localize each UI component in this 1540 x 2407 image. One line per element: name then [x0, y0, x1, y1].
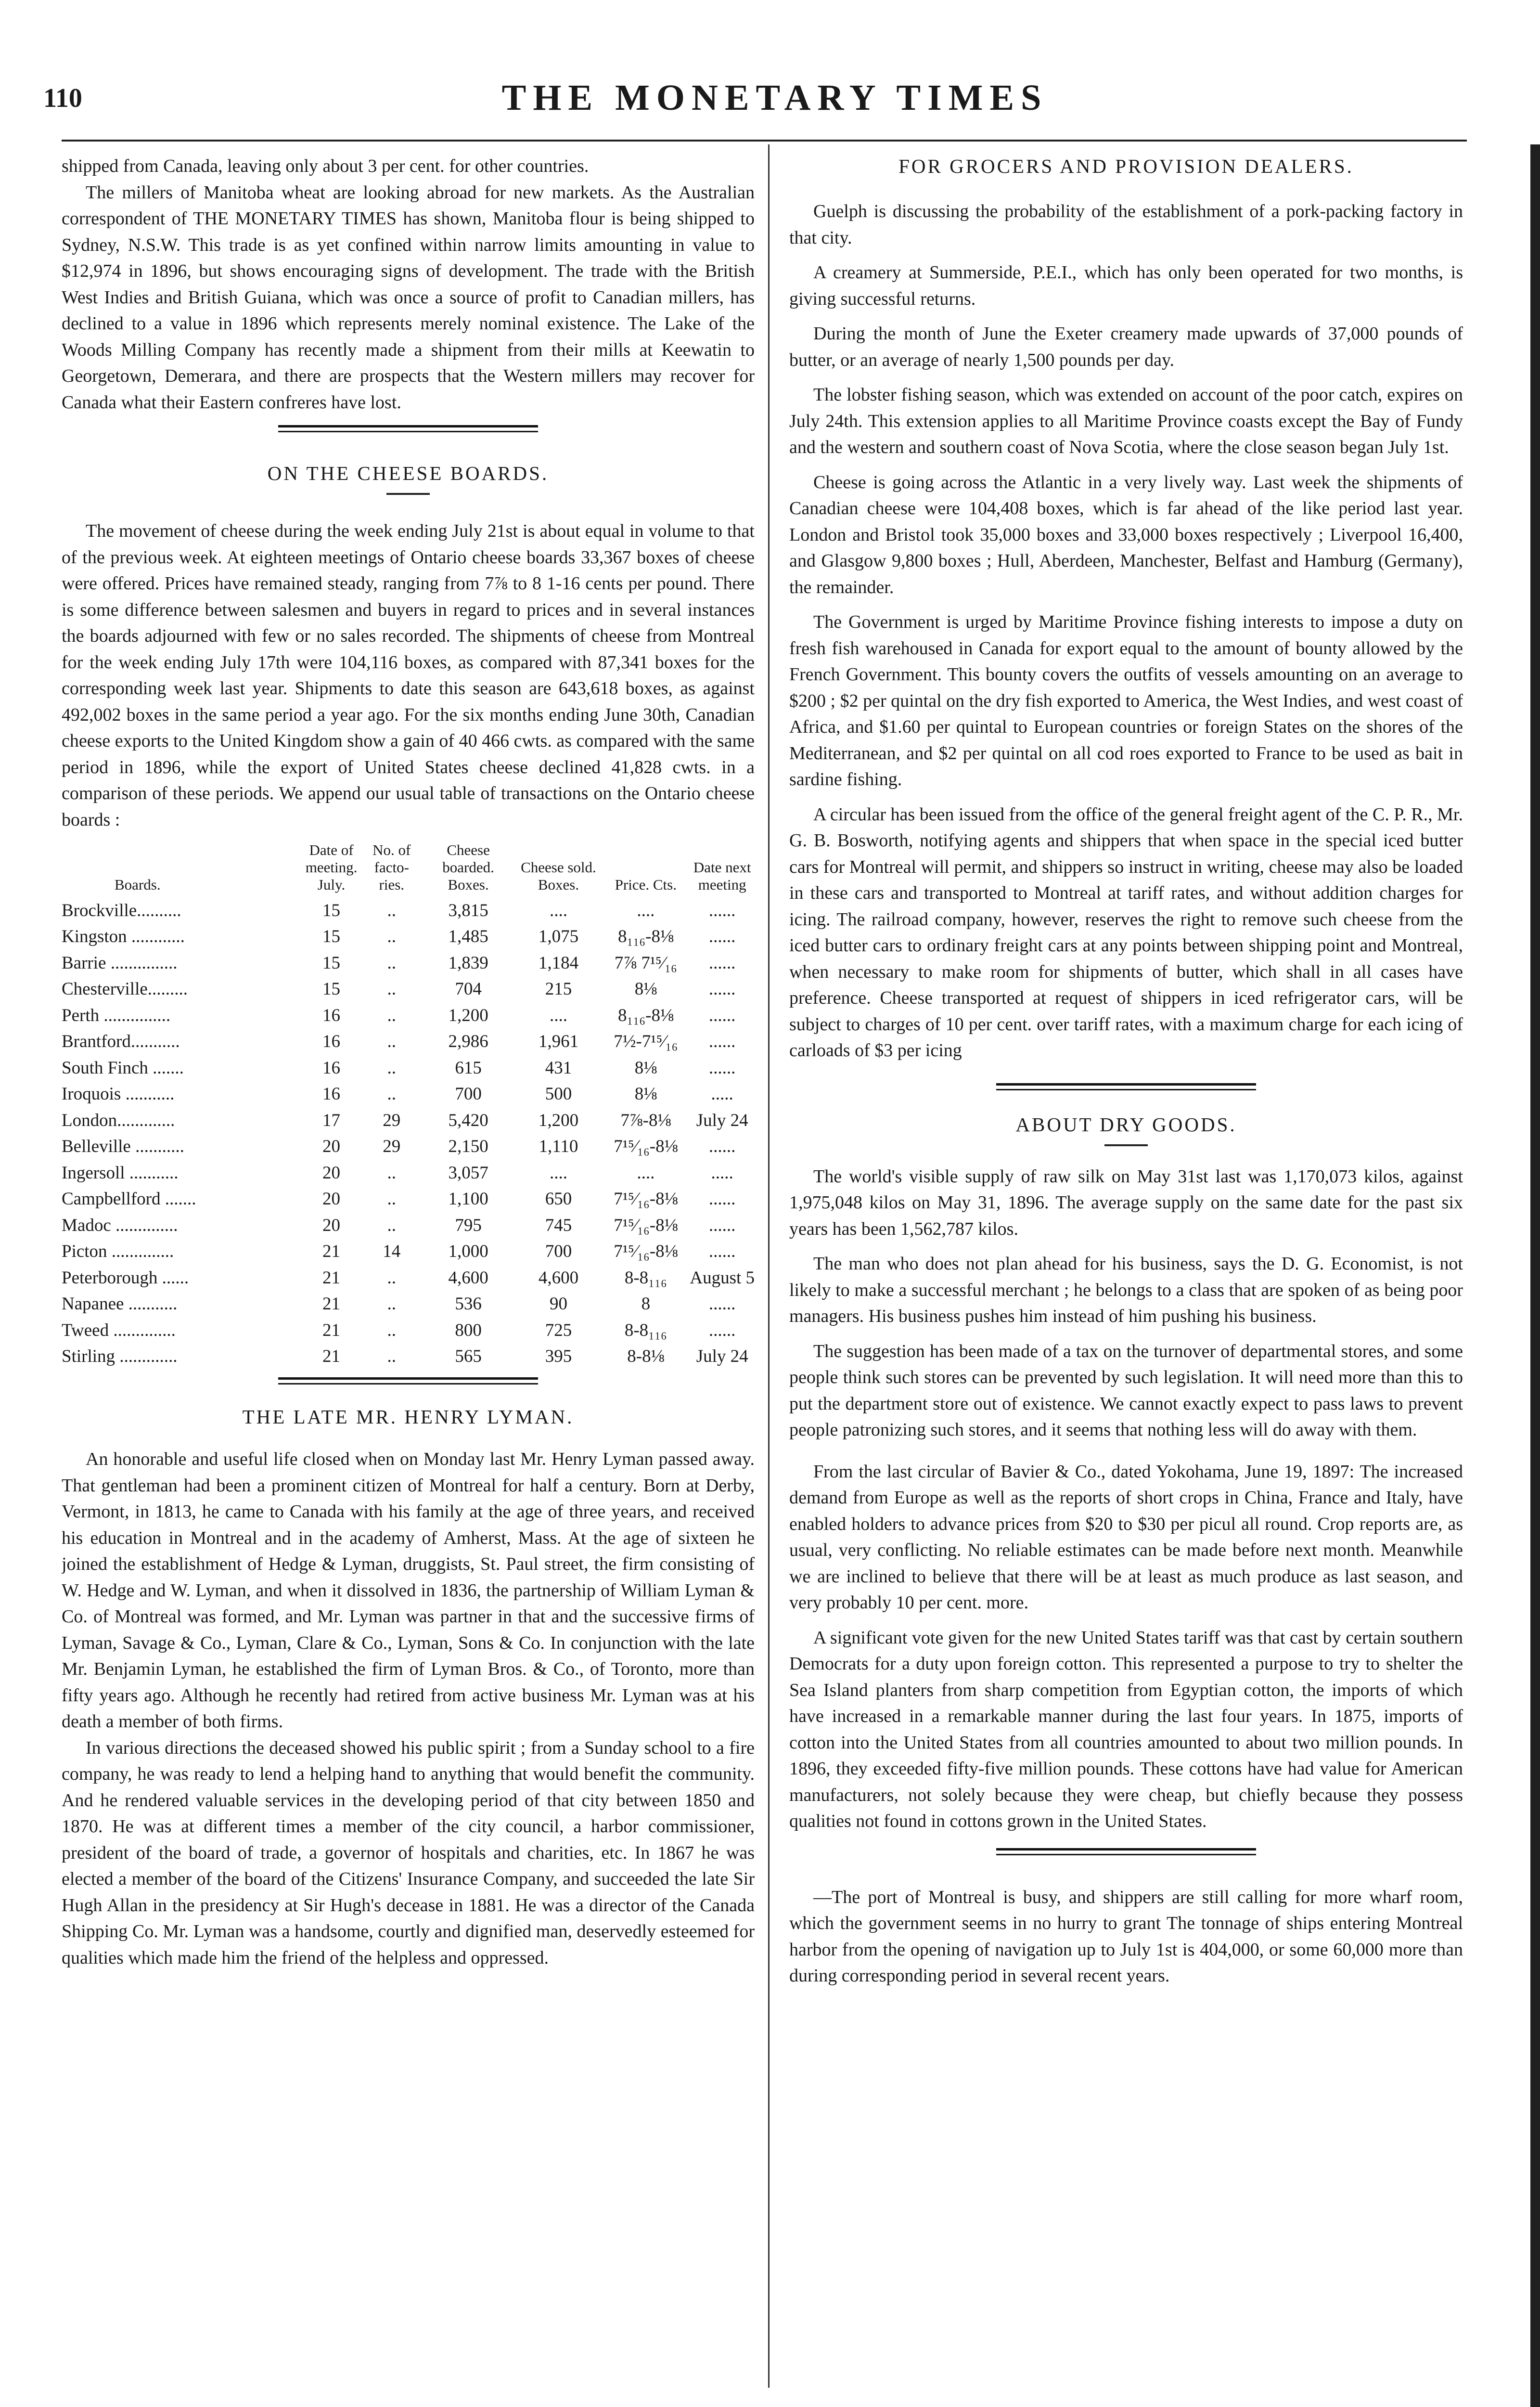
- boxes-sold-cell: ....: [549, 1005, 567, 1025]
- right-column: [789, 153, 1463, 2348]
- meeting-date-cell: 21: [322, 1242, 341, 1262]
- board-name-cell: Napanee ...........: [62, 1294, 178, 1314]
- dry-goods-paragraph-3: The suggestion has been made of a tax on the turnover of departmental stores, and some people think such stores can be prevented by such legislation. It will need more than this to put the department store out of existence. We cannot exactly expect to pass laws to prevent people patronizing such stores, and it seems that nothing less will do away with them.: [789, 1341, 1463, 1440]
- boxes-sold-cell: 431: [545, 1058, 572, 1078]
- meeting-date-cell: 21: [322, 1346, 341, 1367]
- price-cell: 8₁₁₆-8⅛: [617, 1005, 674, 1025]
- board-name-cell: Campbellford .......: [62, 1189, 196, 1209]
- publication-title: THE MONETARY TIMES: [501, 78, 1048, 118]
- next-meeting-cell: ......: [708, 927, 736, 947]
- next-meeting-cell: ......: [708, 1032, 736, 1052]
- section-double-rule: [996, 1083, 1256, 1090]
- boxes-boarded-cell: 795: [455, 1215, 482, 1235]
- meeting-date-cell: 15: [322, 900, 341, 920]
- grocers-paragraph-6: The Government is urged by Maritime Province fishing interests to impose a duty on fresh fish warehoused in Canada for export equal to the amount of bounty allowed by the French Government. This bounty covers the outfits of vessels amounting on an average to $200 ; $2 per quintal on the dry fish exported to America, the West Indies, and west coast of Africa, and $1.60 per quintal to European countries or foreign States on the shores of the Mediterranean, and $2 per quintal on all cod roes exported to France to be used as bait in sardine fishing.: [789, 612, 1463, 789]
- factories-cell: 29: [383, 1137, 401, 1157]
- meeting-date-cell: 20: [322, 1137, 341, 1157]
- manitoba-paragraph: The millers of Manitoba wheat are looking abroad for new markets. As the Australian correspondent of THE MONETARY TIMES has shown, Manitoba flour is being shipped to Sydney, N.S.W. This trade is as yet confined within narrow limits amounting in value to $12,974 in 1896, but shows encouraging signs of development. The trade with the British West Indies and British Guiana, which was once a source of profit to Canadian millers, has declined to a value in 1896 which represents merely nominal existence. The Lake of the Woods Milling Company has recently made a shipment from their mills at Keewatin to Georgetown, Demerara, and there are prospects that the Western millers may recover for Canada what their Eastern confreres have lost.: [62, 182, 755, 413]
- grocers-paragraph-3: During the month of June the Exeter creamery made upwards of 37,000 pounds of butter, or an average of nearly 1,500 pounds per day.: [789, 324, 1463, 370]
- dry-goods-paragraph-1: The world's visible supply of raw silk on May 31st last was 1,170,073 kilos, against 1,975,048 kilos on May 31, 1896. The average supply on the same date for the past six years has been 1,562,787 kilos.: [789, 1166, 1463, 1239]
- boxes-sold-cell: 395: [545, 1346, 572, 1367]
- section-double-rule: [278, 425, 538, 432]
- boxes-boarded-cell: 1,000: [448, 1242, 488, 1262]
- price-cell: ....: [637, 900, 655, 920]
- next-meeting-cell: ......: [708, 1137, 736, 1157]
- board-name-cell: Tweed ..............: [62, 1320, 176, 1340]
- col-header-sold: Cheese sold. Boxes.: [521, 859, 596, 893]
- factories-cell: ..: [387, 1294, 397, 1314]
- price-cell: 8-8₁₁₆: [624, 1320, 667, 1340]
- boxes-sold-cell: ....: [549, 900, 567, 920]
- factories-cell: ..: [387, 1084, 397, 1104]
- boxes-boarded-cell: 2,986: [448, 1032, 488, 1052]
- factories-cell: ..: [387, 1189, 397, 1209]
- meeting-date-cell: 21: [322, 1320, 341, 1340]
- boxes-boarded-cell: 4,600: [448, 1268, 488, 1288]
- meeting-date-cell: 17: [322, 1110, 341, 1130]
- next-meeting-cell: August 5: [690, 1268, 755, 1288]
- price-cell: 8⅛: [634, 1084, 657, 1104]
- boxes-boarded-cell: 704: [455, 979, 482, 999]
- board-name-cell: Iroquois ...........: [62, 1084, 175, 1104]
- factories-cell: ..: [387, 900, 397, 920]
- grocers-paragraph-5: Cheese is going across the Atlantic in a very lively way. Last week the shipments of Canadian cheese were 104,408 boxes, which is far ahead of the like period last year. London and Bristol took 35,000 boxes and 33,000 boxes respectively ; Liverpool 16,400, and Glasgow 9,800 boxes ; Hull, Aberdeen, Manchester, Belfast and Hamburg (Germany), the remainder.: [789, 472, 1463, 597]
- factories-cell: 14: [383, 1242, 401, 1262]
- table-row: [62, 1291, 755, 1318]
- boxes-boarded-cell: 3,057: [448, 1163, 488, 1183]
- next-meeting-cell: ......: [708, 1294, 736, 1314]
- boxes-boarded-cell: 3,815: [448, 900, 488, 920]
- board-name-cell: Barrie ...............: [62, 953, 178, 973]
- grocers-paragraph-2: A creamery at Summerside, P.E.I., which has only been operated for two months, is giving successful returns.: [789, 262, 1463, 309]
- board-name-cell: Perth ...............: [62, 1005, 171, 1025]
- boxes-boarded-cell: 1,200: [448, 1005, 488, 1025]
- price-cell: 8⅛: [634, 1058, 657, 1078]
- boxes-sold-cell: 4,600: [538, 1268, 579, 1288]
- meeting-date-cell: 16: [322, 1005, 341, 1025]
- price-cell: 8-8⅛: [627, 1346, 665, 1367]
- table-row: [62, 1002, 755, 1029]
- header-rule: [62, 140, 1467, 142]
- left-column: [62, 153, 755, 2348]
- board-name-cell: Belleville ...........: [62, 1137, 184, 1157]
- boxes-boarded-cell: 1,100: [448, 1189, 488, 1209]
- next-meeting-cell: July 24: [696, 1346, 748, 1367]
- meeting-date-cell: 16: [322, 1032, 341, 1052]
- lyman-heading: THE LATE MR. HENRY LYMAN.: [242, 1406, 574, 1428]
- next-meeting-cell: ......: [708, 900, 736, 920]
- meeting-date-cell: 15: [322, 927, 341, 947]
- boxes-sold-cell: 1,184: [538, 953, 579, 973]
- price-cell: 7¹⁵⁄₁₆-8⅛: [614, 1137, 678, 1157]
- boxes-sold-cell: 745: [545, 1215, 572, 1235]
- table-row: [62, 1055, 755, 1081]
- boxes-boarded-cell: 700: [455, 1084, 482, 1104]
- board-name-cell: Stirling .............: [62, 1346, 178, 1367]
- boxes-sold-cell: 700: [545, 1242, 572, 1262]
- grocers-paragraph-4: The lobster fishing season, which was extended on account of the poor catch, expires on July 24th. This extension applies to all Maritime Province coasts except the Bay of Fundy and the western and southern coast of Nova Scotia, where the close season began July 1st.: [789, 385, 1463, 457]
- meeting-date-cell: 16: [322, 1058, 341, 1078]
- factories-cell: ..: [387, 1032, 397, 1052]
- dry-goods-heading: ABOUT DRY GOODS.: [1015, 1113, 1237, 1136]
- meeting-date-cell: 15: [322, 979, 341, 999]
- meeting-date-cell: 20: [322, 1215, 341, 1235]
- table-row: [62, 1160, 755, 1186]
- table-body: [62, 897, 755, 1370]
- boxes-sold-cell: 725: [545, 1320, 572, 1340]
- price-cell: 8₁₁₆-8⅛: [617, 927, 674, 947]
- table-row: [62, 1081, 755, 1108]
- col-header-factories: No. of facto-ries.: [372, 841, 411, 893]
- next-meeting-cell: ......: [708, 1005, 736, 1025]
- price-cell: 7⅞ 7¹⁵⁄₁₆: [614, 953, 677, 973]
- col-header-boards: Boards.: [115, 876, 161, 893]
- board-name-cell: London.............: [62, 1110, 175, 1130]
- factories-cell: 29: [383, 1110, 401, 1130]
- cheese-paragraph: The movement of cheese during the week ending July 21st is about equal in volume to that of the previous week. At eighteen meetings of Ontario cheese boards 33,367 boxes of cheese were offered. Prices have remained steady, ranging from 7⅞ to 8 1-16 cents per pound. There is some difference between salesmen and buyers in regard to prices and in several instances the boards adjourned with few or no sales recorded. The shipments of cheese from Montreal for the week ending July 17th were 104,116 boxes, as compared with 87,341 boxes for the corresponding week last year. Shipments to date this season are 643,618 boxes, as against 492,002 boxes in the same period a year ago. For the six months ending June 30th, Canadian cheese exports to the United Kingdom show a gain of 40 466 cwts. as compared with the same period in 1896, while the export of United States cheese declined 41,828 cwts. in a comparison of these periods. We append our usual table of transactions on the Ontario cheese boards :: [62, 521, 755, 830]
- boxes-sold-cell: 1,075: [538, 927, 579, 947]
- board-name-cell: South Finch .......: [62, 1058, 184, 1078]
- column-divider: [768, 144, 770, 2388]
- next-meeting-cell: ......: [708, 979, 736, 999]
- boxes-boarded-cell: 2,150: [448, 1137, 488, 1157]
- table-row: [62, 1344, 755, 1370]
- table-row: [62, 1317, 755, 1344]
- price-cell: 7½-7¹⁵⁄₁₆: [614, 1032, 678, 1052]
- boxes-boarded-cell: 615: [455, 1058, 482, 1078]
- price-cell: ....: [637, 1163, 655, 1183]
- factories-cell: ..: [387, 1163, 397, 1183]
- board-name-cell: Peterborough ......: [62, 1268, 189, 1288]
- factories-cell: ..: [387, 1320, 397, 1340]
- intro-paragraph: shipped from Canada, leaving only about 3 per cent. for other countries.: [62, 156, 589, 176]
- table-row: [62, 1239, 755, 1265]
- boxes-boarded-cell: 536: [455, 1294, 482, 1314]
- factories-cell: ..: [387, 953, 397, 973]
- lyman-paragraph-1: An honorable and useful life closed when on Monday last Mr. Henry Lyman passed away. That gentleman had been a prominent citizen of Montreal for half a century. Born at Derby, Vermont, in 1813, he came to Canada with his family at the age of three years, and received his education in Montreal and in the academy of Amherst, Mass. At the age of sixteen he joined the establishment of Hedge & Lyman, druggists, St. Paul street, the firm consisting of W. Hedge and W. Lyman, and when it dissolved in 1836, the partnership of William Lyman & Co. of Montreal was formed, and Mr. Lyman was partner in that and the successive firms of Lyman, Savage & Co., Lyman, Clare & Co., Lyman, Sons & Co. In conjunction with the late Mr. Benjamin Lyman, he established the firm of Lyman Bros. & Co., of Toronto, more than fifty years ago. Although he recently had retired from active business Mr. Lyman was at his death a member of both firms.: [62, 1449, 755, 1732]
- board-name-cell: Ingersoll ...........: [62, 1163, 179, 1183]
- col-header-price: Price. Cts.: [615, 876, 677, 893]
- factories-cell: ..: [387, 1346, 397, 1367]
- board-name-cell: Chesterville.........: [62, 979, 188, 999]
- boxes-sold-cell: 215: [545, 979, 572, 999]
- factories-cell: ..: [387, 1268, 397, 1288]
- next-meeting-cell: ......: [708, 1189, 736, 1209]
- section-double-rule: [996, 1848, 1256, 1855]
- price-cell: 8: [641, 1294, 651, 1314]
- table-row: [62, 897, 755, 924]
- col-header-date: Date of meeting. July.: [305, 841, 358, 893]
- next-meeting-cell: ......: [708, 1215, 736, 1235]
- board-name-cell: Brantford...........: [62, 1032, 180, 1052]
- col-header-next: Date next meeting: [693, 859, 751, 893]
- next-meeting-cell: ......: [708, 1320, 736, 1340]
- lyman-paragraph-2: In various directions the deceased showed his public spirit ; from a Sunday school to a fire company, he was ready to lend a helping hand to anything that would benefit the community. And he rendered valuable services in the developing period of that city between 1850 and 1870. He was at different times a member of the city council, a harbor commissioner, president of the board of trade, a governor of hospitals and charities, etc. In 1867 he was elected a member of the board of the Citizens' Insurance Company, and succeeded the late Sir Hugh Allan in the presidency at Sir Hugh's decease in 1881. He was a director of the Canada Shipping Co. Mr. Lyman was a handsome, courtly and dignified man, deservedly esteemed for qualities which made him the friend of the helpless and oppressed.: [62, 1737, 755, 1968]
- meeting-date-cell: 20: [322, 1189, 341, 1209]
- factories-cell: ..: [387, 927, 397, 947]
- cheese-boards-heading: ON THE CHEESE BOARDS.: [267, 462, 549, 484]
- col-header-boarded: Cheese boarded. Boxes.: [442, 841, 494, 893]
- factories-cell: ..: [387, 1215, 397, 1235]
- boxes-sold-cell: ....: [549, 1163, 567, 1183]
- grocers-heading: FOR GROCERS AND PROVISION DEALERS.: [898, 155, 1354, 177]
- boxes-boarded-cell: 1,839: [448, 953, 488, 973]
- meeting-date-cell: 15: [322, 953, 341, 973]
- price-cell: 7¹⁵⁄₁₆-8⅛: [614, 1242, 678, 1262]
- price-cell: 8-8₁₁₆: [624, 1268, 667, 1288]
- table-header-row: [62, 840, 755, 897]
- next-meeting-cell: .....: [711, 1084, 733, 1104]
- price-cell: 8⅛: [634, 979, 657, 999]
- meeting-date-cell: 21: [322, 1294, 341, 1314]
- table-row: [62, 1134, 755, 1160]
- meeting-date-cell: 21: [322, 1268, 341, 1288]
- price-cell: 7⅞-8⅛: [620, 1110, 671, 1130]
- board-name-cell: Kingston ............: [62, 927, 185, 947]
- board-name-cell: Brockville..........: [62, 900, 181, 920]
- table-row: [62, 1029, 755, 1055]
- boxes-boarded-cell: 565: [455, 1346, 482, 1367]
- meeting-date-cell: 20: [322, 1163, 341, 1183]
- next-meeting-cell: ......: [708, 1242, 736, 1262]
- table-row: [62, 976, 755, 1003]
- next-meeting-cell: July 24: [696, 1110, 748, 1130]
- table-row: [62, 1186, 755, 1213]
- heading-rule: [1104, 1144, 1148, 1146]
- heading-rule: [386, 493, 430, 495]
- board-name-cell: Picton ..............: [62, 1242, 174, 1262]
- board-name-cell: Madoc ..............: [62, 1215, 178, 1235]
- boxes-sold-cell: 500: [545, 1084, 572, 1104]
- table-row: [62, 1212, 755, 1239]
- port-montreal-paragraph: —The port of Montreal is busy, and shippers are still calling for more wharf room, which the government seems in no hurry to grant The tonnage of ships entering Montreal harbor from the opening of navigation up to July 1st is 404,000, or some 60,000 more than during corresponding period in several recent years.: [789, 1887, 1463, 1986]
- grocers-paragraph-1: Guelph is discussing the probability of the establishment of a pork-packing factory in that city.: [789, 201, 1463, 248]
- table-row: [62, 1265, 755, 1291]
- dry-goods-paragraph-5: A significant vote given for the new United States tariff was that cast by certain southern Democrats for a duty upon foreign cotton. This represented a purpose to try to shelter the Sea Island planters from sharp competition from Egyptian cotton, the imports of which have increased in a remarkable manner during the last four years. In 1875, imports of cotton into the United States from all countries amounted to about two million pounds. In 1896, they exceeded fifty-five million pounds. These cottons have had value for American manufacturers, not solely because they were cheap, but chiefly because they possess qualities not found in cottons grown in the United States.: [789, 1627, 1463, 1831]
- boxes-sold-cell: 90: [549, 1294, 567, 1314]
- boxes-sold-cell: 1,961: [538, 1032, 579, 1052]
- next-meeting-cell: ......: [708, 953, 736, 973]
- table-row: [62, 1107, 755, 1134]
- boxes-sold-cell: 1,110: [539, 1137, 578, 1157]
- dry-goods-paragraph-2: The man who does not plan ahead for his business, says the D. G. Economist, is not likely to make a successful merchant ; he belongs to a class that are spoken of as being poor managers. His business pushes him instead of him pushing his business.: [789, 1254, 1463, 1326]
- table-row: [62, 950, 755, 976]
- table-row: [62, 924, 755, 950]
- page-number: 110: [43, 83, 82, 113]
- factories-cell: ..: [387, 1005, 397, 1025]
- section-double-rule: [278, 1377, 538, 1385]
- next-meeting-cell: .....: [711, 1163, 733, 1183]
- factories-cell: ..: [387, 979, 397, 999]
- dry-goods-paragraph-4: From the last circular of Bavier & Co., dated Yokohama, June 19, 1897: The increased demand from Europe as well as the reports of short crops in China, France and Italy, have enabled holders to advance prices from $20 to $30 per picul all round. Crop reports are, as usual, very conflicting. No reliable estimates can be made before next month. Meanwhile we are inclined to believe that there will be at least as much produce as last season, and very probably 10 per cent. more.: [789, 1461, 1463, 1613]
- grocers-paragraph-7: A circular has been issued from the office of the general freight agent of the C. P. R., Mr. G. B. Bosworth, notifying agents and shippers that when space in the special iced butter cars for Montreal will permit, and shippers so instruct in writing, cheese may also be loaded in these cars and transported to Montreal at tariff rates, and without addition charges for icing. The railroad company, however, reserves the right to remove such cheese from the iced butter cars to ordinary freight cars at any points between shipping point and Montreal, when necessary to make room for shipments of butter, which shall in all cases have preference. Cheese transported at request of shippers in iced refrigerator cars, will be subject to charges of 10 per cent. over tariff rates, with a maximum charge for each icing of carloads of $3 per icing: [789, 804, 1463, 1061]
- next-meeting-cell: ......: [708, 1058, 736, 1078]
- boxes-sold-cell: 1,200: [538, 1110, 579, 1130]
- boxes-boarded-cell: 800: [455, 1320, 482, 1340]
- boxes-sold-cell: 650: [545, 1189, 572, 1209]
- factories-cell: ..: [387, 1058, 397, 1078]
- meeting-date-cell: 16: [322, 1084, 341, 1104]
- price-cell: 7¹⁵⁄₁₆-8⅛: [614, 1215, 678, 1235]
- price-cell: 7¹⁵⁄₁₆-8⅛: [614, 1189, 678, 1209]
- boxes-boarded-cell: 5,420: [448, 1110, 488, 1130]
- page-binding-edge: [1530, 144, 1540, 2407]
- cheese-boards-table: [62, 840, 755, 1370]
- boxes-boarded-cell: 1,485: [448, 927, 488, 947]
